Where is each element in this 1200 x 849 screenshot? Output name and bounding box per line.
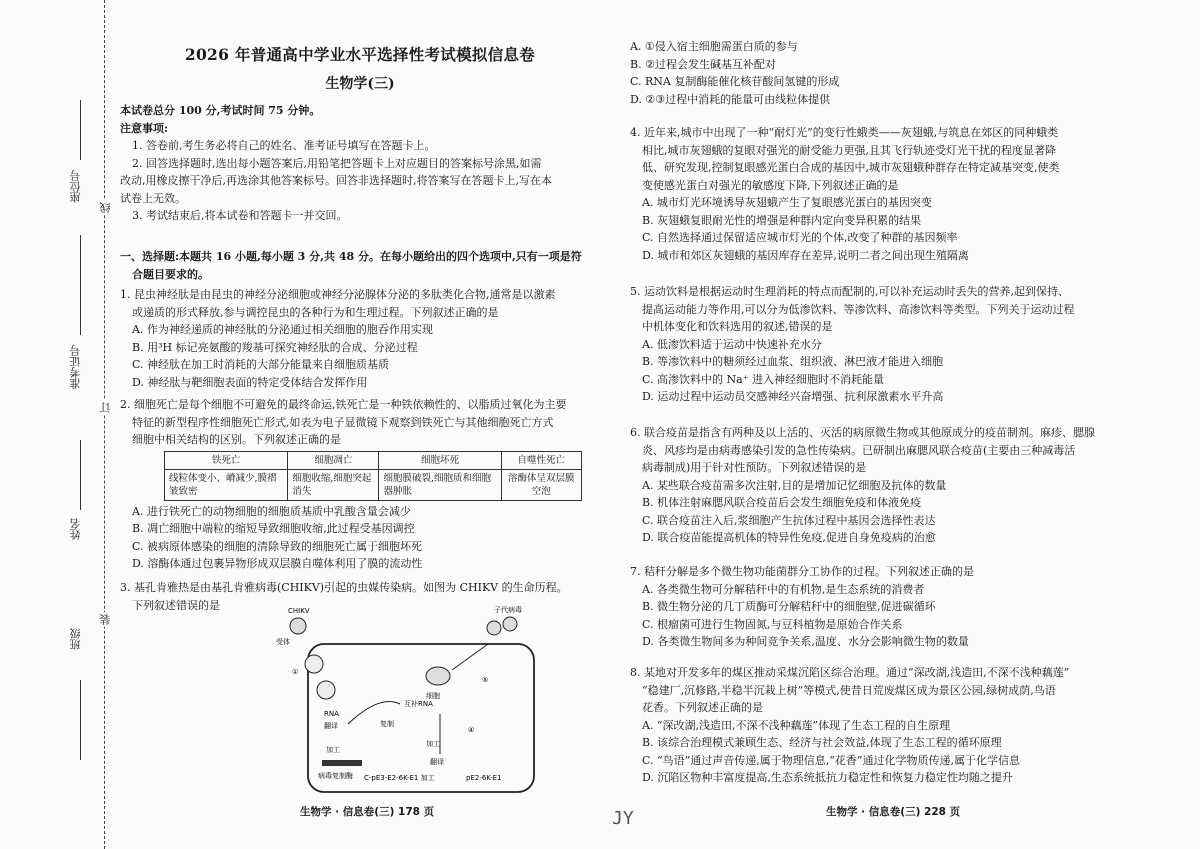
q7-option-a: A. 各类微生物可分解秸秆中的有机物,是生态系统的消费者 <box>642 582 925 596</box>
label-virus: CHIKV <box>288 607 310 615</box>
exam-subtitle: 生物学(三) <box>325 76 395 92</box>
q2-option-d: D. 溶酶体通过包裹异物形成双层膜自噬体利用了膜的流动性 <box>132 557 423 570</box>
section-heading <box>120 248 600 283</box>
label-translate-2: 翻译 <box>430 758 444 766</box>
q1-stem-b: 或递质的形式释放,参与调控昆虫的各种行为和生理过程。下列叙述正确的是 <box>132 305 499 319</box>
protein-bar <box>322 760 362 766</box>
q8-stem-a: 8. 某地对开发多年的煤区推动采煤沉陷区综合治理。通过“深改湖,浅造田,不深不浅种藕莲” <box>630 666 1070 679</box>
q8-option-a: A. “深改湖,浅造田,不深不浅种藕莲”体现了生态工程的自生原理 <box>642 718 951 732</box>
table-cell: 线粒体变小、嵴减少,膜褶皱致密 <box>165 469 288 500</box>
table-header: 铁死亡 <box>165 451 288 469</box>
offspring-virus-icon <box>503 617 517 631</box>
question-4 <box>630 124 1100 264</box>
label-protein-out: pE2-6K-E1 <box>466 774 502 782</box>
q1-option-a: A. 作为神经递质的神经肽的分泌通过相关细胞的胞吞作用实现 <box>132 323 433 336</box>
mark-xian: 线 <box>99 202 112 213</box>
table-row <box>165 469 582 500</box>
label-protein-chain: C-pE3-E2-6K-E1 加工 <box>364 774 435 782</box>
mark-zhuang: 装 <box>99 614 112 625</box>
table-header: 细胞坏死 <box>379 451 501 469</box>
q3-option-a: A. ①侵入宿主细胞需蛋白质的参与 <box>630 40 798 53</box>
footer-left: 生物学 · 信息卷(三) 178 页 <box>300 806 435 818</box>
q6-stem-b: 炎、风疹均是由病毒感染引发的急性传染病。已研制出麻腮风联合疫苗(主要由三种减毒活 <box>642 443 1076 457</box>
question-7 <box>630 563 1100 651</box>
q1-stem-a: 1. 昆虫神经肽是由昆虫的神经分泌细胞或神经分泌腺体分泌的多肽类化合物,通常是以激素 <box>120 288 556 301</box>
exam-title: 2026 年普通高中学业水平选择性考试模拟信息卷 <box>184 45 536 64</box>
q1-option-d: D. 神经肽与靶细胞表面的特定受体结合发挥作用 <box>132 375 368 389</box>
q5-option-b: B. 等渗饮料中的糖须经过血浆、组织液、淋巴液才能进入细胞 <box>642 355 944 368</box>
q4-stem-c: 低、研究发现,控制复眼感光蛋白合成的基因中,城市灰翅蛾种群存在特定减基突变,使类 <box>642 161 1060 174</box>
binding-margin <box>0 0 120 849</box>
q2-stem-b: 特征的新型程序性细胞死亡形式,如表为电子显微镜下观察到铁死亡与其他细胞死亡方式 <box>132 415 554 429</box>
note-3: 3. 考试结束后,将本试卷和答题卡一并交回。 <box>132 209 348 222</box>
label-process-2: 加工 <box>426 740 440 748</box>
label-rna: RNA <box>324 710 339 718</box>
table-header: 细胞凋亡 <box>288 451 379 469</box>
arrow-path <box>452 644 488 670</box>
q4-stem-b: 相比,城市灰翅蛾的复眼对强光的耐受能力更强,且其飞行轨迹受灯光干扰的程度显著降 <box>642 143 1056 157</box>
step-4: ④ <box>468 726 475 734</box>
label-organelle: 细胞 <box>426 692 440 700</box>
host-cell-outline <box>308 644 534 792</box>
step-1: ① <box>292 668 299 676</box>
chikv-lifecycle-diagram <box>270 604 540 796</box>
seat-line <box>80 100 81 160</box>
notes-title: 注意事项: <box>120 121 169 135</box>
section-heading-a: 一、选择题:本题共 16 小题,每小题 3 分,共 48 分。在每小题给出的四个选项中,只有一项是符 <box>120 250 582 263</box>
q4-option-a: A. 城市灯光环境诱导灰翅蛾产生了复眼感光蛋白的基因突变 <box>642 196 932 209</box>
label-receptor: 受体 <box>276 638 290 646</box>
cut-line <box>104 0 105 849</box>
q8-stem-c: 花香。下列叙述正确的是 <box>642 701 763 714</box>
label-complementary-rna: 互补RNA <box>404 700 433 708</box>
q7-option-d: D. 各类微生物间多为种间竞争关系,温度、水分会影响微生物的数量 <box>642 635 969 648</box>
virus-particle-icon <box>290 618 306 634</box>
q3-stem-a: 3. 基孔肯雅热是由基孔肯雅病毒(CHIKV)引起的虫媒传染病。如图为 CHIKV 的生命历程。 <box>120 581 568 594</box>
note-2b: 改动,用橡皮擦干净后,再选涂其他答案标号。回答非选择题时,将答案写在答题卡上,写在本 <box>120 174 552 187</box>
exam-no-label: 准考证号 <box>69 345 82 389</box>
q6-option-d: D. 联合疫苗能提高机体的特异性免疫,促进自身免疫病的治愈 <box>642 531 936 544</box>
label-process: 加工 <box>326 746 340 754</box>
class-label: 班级 <box>69 628 82 650</box>
q6-stem-c: 病毒制成)用于针对性预防。下列叙述错误的是 <box>642 461 867 474</box>
q5-option-c: C. 高渗饮料中的 Na⁺ 进入神经细胞时不消耗能量 <box>642 372 884 386</box>
q2-option-a: A. 进行铁死亡的动物细胞的细胞质基质中乳酸含量会减少 <box>132 504 411 518</box>
q4-stem-a: 4. 近年来,城市中出现了一种“耐灯光”的变行性蛾类——灰翅蛾,与筑息在郊区的同种蛾类 <box>630 126 1059 139</box>
exam-no-line <box>80 235 81 335</box>
note-2c: 试卷上无效。 <box>120 191 186 205</box>
section-heading-b: 合题目要求的。 <box>132 267 209 281</box>
q2-table <box>164 451 582 501</box>
instructions <box>120 102 600 225</box>
endosome-icon <box>317 681 335 699</box>
q2-table-wrap <box>120 449 600 503</box>
offspring-virus-icon <box>487 621 501 635</box>
q2-option-b: B. 凋亡细胞中端粒的缩短导致细胞收缩,此过程受基因调控 <box>132 522 415 535</box>
q7-option-b: B. 微生物分泌的几丁质酶可分解秸秆中的细胞壁,促进碳循环 <box>642 600 936 613</box>
mark-ding: 订 <box>99 402 112 413</box>
label-translate: 翻译 <box>324 722 338 730</box>
q5-stem-b: 提高运动能力等作用,可以分为低渗饮料、等渗饮料、高渗饮料等类型。下列关于运动过程 <box>642 302 1075 316</box>
q4-option-d: D. 城市和郊区灰翅蛾的基因库存在差异,说明二者之间出现生殖隔离 <box>642 248 969 262</box>
question-3-options <box>630 38 1100 108</box>
label-replicate: 复制 <box>380 720 394 728</box>
endosome-icon <box>305 655 323 673</box>
question-1 <box>120 286 600 391</box>
q7-stem: 7. 秸秆分解是多个微生物功能菌群分工协作的过程。下列叙述正确的是 <box>630 565 974 578</box>
note-2a: 2. 回答选择题时,选出每小题答案后,用铅笔把答题卡上对应题目的答案标号涂黑,如需 <box>132 156 542 170</box>
q2-stem-c: 细胞中相关结构的区别。下列叙述正确的是 <box>132 433 341 446</box>
label-replicase: 病毒复制酶 <box>318 772 353 780</box>
table-cell: 溶酶体呈双层膜空泡 <box>501 469 581 500</box>
note-1: 1. 答卷前,考生务必将自己的姓名、准考证号填写在答题卡上。 <box>132 139 436 152</box>
name-line <box>80 440 81 510</box>
q8-option-c: C. “鸟语”通过声音传递,属于物理信息,“花香”通过化学物质传递,属于化学信息 <box>642 753 1020 767</box>
q6-stem-a: 6. 联合疫苗是指含有两种及以上活的、灭活的病原微生物或其他原成分的疫苗制剂。麻疹、腮腺 <box>630 426 1095 439</box>
question-6 <box>630 424 1100 547</box>
q3-option-d: D. ②③过程中消耗的能量可由线粒体提供 <box>630 92 831 106</box>
q8-stem-b: “稳建厂,沉修路,半稳半沉栽上树”等模式,使昔日荒废煤区成为景区公园,绿树成荫,鸟语 <box>642 683 1056 697</box>
score-summary: 本试卷总分 100 分,考试时间 75 分钟。 <box>120 104 321 117</box>
question-8 <box>630 664 1100 787</box>
table-cell: 细胞膜破裂,细胞质和细胞器肿胀 <box>379 469 501 500</box>
name-label: 姓名 <box>69 518 82 540</box>
seat-label: 座位号 <box>69 170 82 203</box>
question-5 <box>630 283 1100 406</box>
q2-option-c: C. 被病原体感染的细胞的清除导致的细胞死亡属于细胞坏死 <box>132 539 423 553</box>
q1-option-c: C. 神经肽在加工时消耗的大部分能量来自细胞质基质 <box>132 358 390 371</box>
q1-option-b: B. 用³H 标记亮氨酸的羧基可探究神经肽的合成、分泌过程 <box>132 340 418 354</box>
q6-option-b: B. 机体注射麻腮风联合疫苗后会发生细胞免疫和体液免疫 <box>642 496 922 509</box>
q3-stem-b: 下列叙述错误的是 <box>132 598 220 612</box>
organelle-icon <box>426 667 450 685</box>
q3-option-b: B. ②过程会发生碱基互补配对 <box>630 57 776 71</box>
label-offspring: 子代病毒 <box>494 606 522 614</box>
class-line <box>80 680 81 760</box>
question-2 <box>120 396 600 573</box>
footer-right: 生物学 · 信息卷(三) 228 页 <box>826 806 961 818</box>
q8-option-b: B. 该综合治理模式兼顾生态、经济与社会效益,体现了生态工程的循环原理 <box>642 736 1002 749</box>
q5-option-a: A. 低渗饮料适于运动中快速补充水分 <box>642 337 822 351</box>
q8-option-d: D. 沉陷区物种丰富度提高,生态系统抵抗力稳定性和恢复力稳定性均随之提升 <box>642 771 1013 784</box>
q5-stem-a: 5. 运动饮料是根据运动时生理消耗的特点而配制的,可以补充运动时丢失的营养,起到保持、 <box>630 285 1069 298</box>
footer-mark: JY <box>612 808 634 829</box>
q4-option-b: B. 灰翅蛾复眼耐光性的增强是种群内定向变异积累的结果 <box>642 213 922 227</box>
table-cell: 细胞收缩,细胞突起消失 <box>288 469 379 500</box>
q4-stem-d: 变使感光蛋白对强光的敏感度下降,下列叙述正确的是 <box>642 178 899 192</box>
q6-option-c: C. 联合疫苗注入后,浆细胞产生抗体过程中基因会选择性表达 <box>642 513 936 527</box>
step-5: ⑤ <box>482 676 489 684</box>
table-header: 自噬性死亡 <box>501 451 581 469</box>
table-header-row <box>165 451 582 469</box>
q5-stem-c: 中机体变化和饮料选用的叙述,错误的是 <box>642 320 833 333</box>
q6-option-a: A. 某些联合疫苗需多次注射,目的是增加记忆细胞及抗体的数量 <box>642 478 947 492</box>
q5-option-d: D. 运动过程中运动员交感神经兴奋增强、抗利尿激素水平升高 <box>642 390 944 403</box>
q3-option-c: C. RNA 复制酶能催化核苷酸间氢键的形成 <box>630 75 840 88</box>
q7-option-c: C. 根瘤菌可进行生物固氮,与豆科植物是原始合作关系 <box>642 617 903 631</box>
q4-option-c: C. 自然选择通过保留适应城市灯光的个体,改变了种群的基因频率 <box>642 231 958 244</box>
q2-stem-a: 2. 细胞死亡是每个细胞不可避免的最终命运,铁死亡是一种铁依赖性的、以脂质过氧化为主要 <box>120 398 567 411</box>
